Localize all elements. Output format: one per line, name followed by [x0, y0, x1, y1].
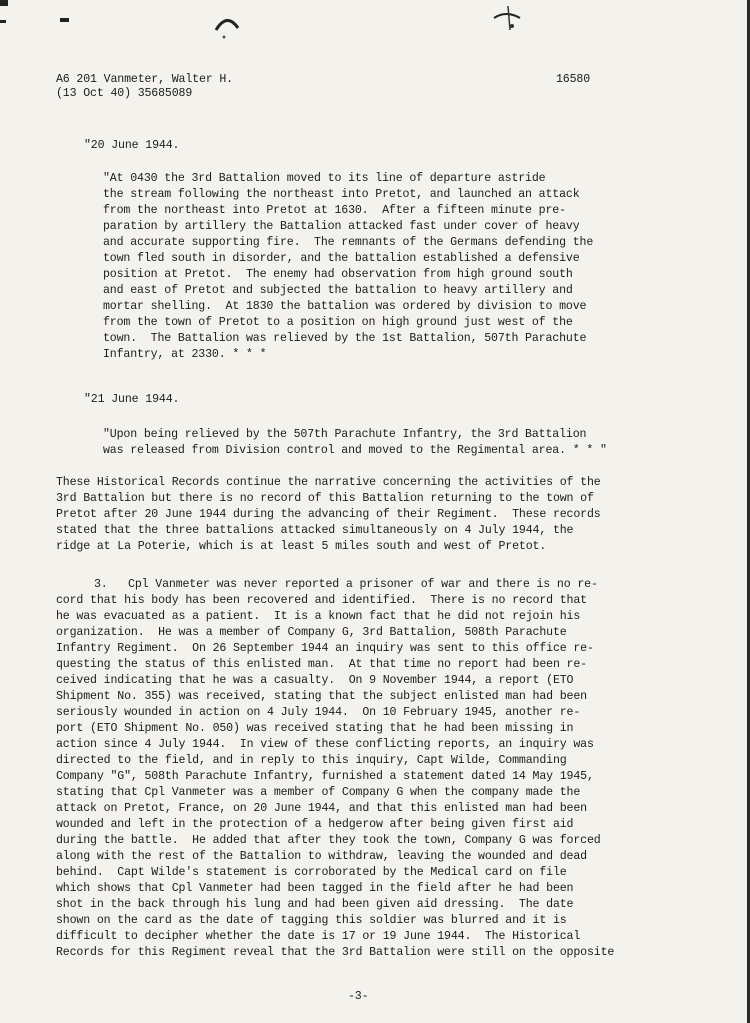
body-line: stated that the three battalions attacked simultaneously on 4 July 1944, the: [56, 524, 574, 537]
date-heading-21-june: "21 June 1944.: [84, 393, 180, 406]
quote-line: "Upon being relieved by the 507th Parachute Infantry, the 3rd Battalion: [103, 428, 587, 441]
body-line: along with the rest of the Battalion to withdraw, leaving the wounded and dead: [56, 850, 587, 863]
body-line: stating that Cpl Vanmeter was a member of Company G when the company made the: [56, 786, 581, 799]
quote-line: Infantry, at 2330. * * *: [103, 348, 267, 361]
quote-line: from the town of Pretot to a position on high ground just west of the: [103, 316, 573, 329]
body-line: ridge at La Poterie, which is at least 5 miles south and west of Pretot.: [56, 540, 547, 553]
quote-line: paration by artillery the Battalion attacked fast under cover of heavy: [103, 220, 580, 233]
page-number: -3-: [348, 990, 369, 1003]
name-line: A6 201 Vanmeter, Walter H.: [56, 73, 233, 86]
body-line: shot in the back through his lung and had been given aid dressing. The date: [56, 898, 574, 911]
body-line: Shipment No. 355) was received, stating that the subject enlisted man had been: [56, 690, 587, 703]
body-line: which shows that Cpl Vanmeter had been tagged in the field after he had been: [56, 882, 574, 895]
body-line: behind. Capt Wilde's statement is corroborated by the Medical card on file: [56, 866, 567, 879]
body-line: during the battle. He added that after they took the town, Company G was forced: [56, 834, 601, 847]
body-line: Company "G", 508th Parachute Infantry, furnished a statement dated 14 May 1945,: [56, 770, 594, 783]
body-line: 3. Cpl Vanmeter was never reported a prisoner of war and there is no re-: [94, 578, 598, 591]
corner-mark: [0, 0, 20, 30]
body-line: he was evacuated as a patient. It is a known fact that he did not rejoin his: [56, 610, 581, 623]
quote-line: town fled south in disorder, and the battalion established a defensive: [103, 252, 580, 265]
dash-mark: [60, 16, 72, 24]
body-line: attack on Pretot, France, on 20 June 1944, and that this enlisted man had been: [56, 802, 587, 815]
body-line: directed to the field, and in reply to this inquiry, Capt Wilde, Commanding: [56, 754, 567, 767]
body-line: difficult to decipher whether the date is 17 or 19 June 1944. The Historical: [56, 930, 581, 943]
file-number: 16580: [556, 73, 591, 86]
body-line: seriously wounded in action on 4 July 1944. On 10 February 1945, another re-: [56, 706, 581, 719]
serial-line: (13 Oct 40) 35685089: [56, 87, 193, 100]
body-line: 3rd Battalion but there is no record of this Battalion returning to the town of: [56, 492, 594, 505]
body-line: Pretot after 20 June 1944 during the advancing of their Regiment. These records: [56, 508, 601, 521]
body-line: organization. He was a member of Company G, 3rd Battalion, 508th Parachute: [56, 626, 567, 639]
quote-line: mortar shelling. At 1830 the battalion was ordered by division to move: [103, 300, 587, 313]
quote-line: position at Pretot. The enemy had observation from high ground south: [103, 268, 573, 281]
quote-line: was released from Division control and moved to the Regimental area. * * ": [103, 444, 607, 457]
quote-line: and accurate supporting fire. The remnants of the Germans defending the: [103, 236, 594, 249]
body-line: ceived indicating that he was a casualty. On 9 November 1944, a report (ETO: [56, 674, 574, 687]
ink-smudge-mark: [490, 4, 526, 34]
quote-line: from the northeast into Pretot at 1630. After a fifteen minute pre-: [103, 204, 566, 217]
body-line: action since 4 July 1944. In view of these conflicting reports, an inquiry was: [56, 738, 594, 751]
body-line: Infantry Regiment. On 26 September 1944 an inquiry was sent to this office re-: [56, 642, 594, 655]
date-heading-20-june: "20 June 1944.: [84, 139, 180, 152]
punch-hole-mark: [212, 10, 242, 40]
quote-line: the stream following the northeast into Pretot, and launched an attack: [103, 188, 580, 201]
body-line: shown on the card as the date of tagging this soldier was blurred and it is: [56, 914, 567, 927]
quote-line: and east of Pretot and subjected the battalion to heavy artillery and: [103, 284, 573, 297]
quote-line: "At 0430 the 3rd Battalion moved to its line of departure astride: [103, 172, 546, 185]
body-line: port (ETO Shipment No. 050) was received stating that he had been missing in: [56, 722, 574, 735]
body-line: wounded and left in the protection of a hedgerow after being given first aid: [56, 818, 574, 831]
body-line: These Historical Records continue the narrative concerning the activities of the: [56, 476, 601, 489]
body-line: questing the status of this enlisted man. At that time no report had been re-: [56, 658, 587, 671]
body-line: Records for this Regiment reveal that the 3rd Battalion were still on the opposite: [56, 946, 615, 959]
body-line: cord that his body has been recovered and identified. There is no record that: [56, 594, 587, 607]
quote-line: town. The Battalion was relieved by the 1st Battalion, 507th Parachute: [103, 332, 587, 345]
